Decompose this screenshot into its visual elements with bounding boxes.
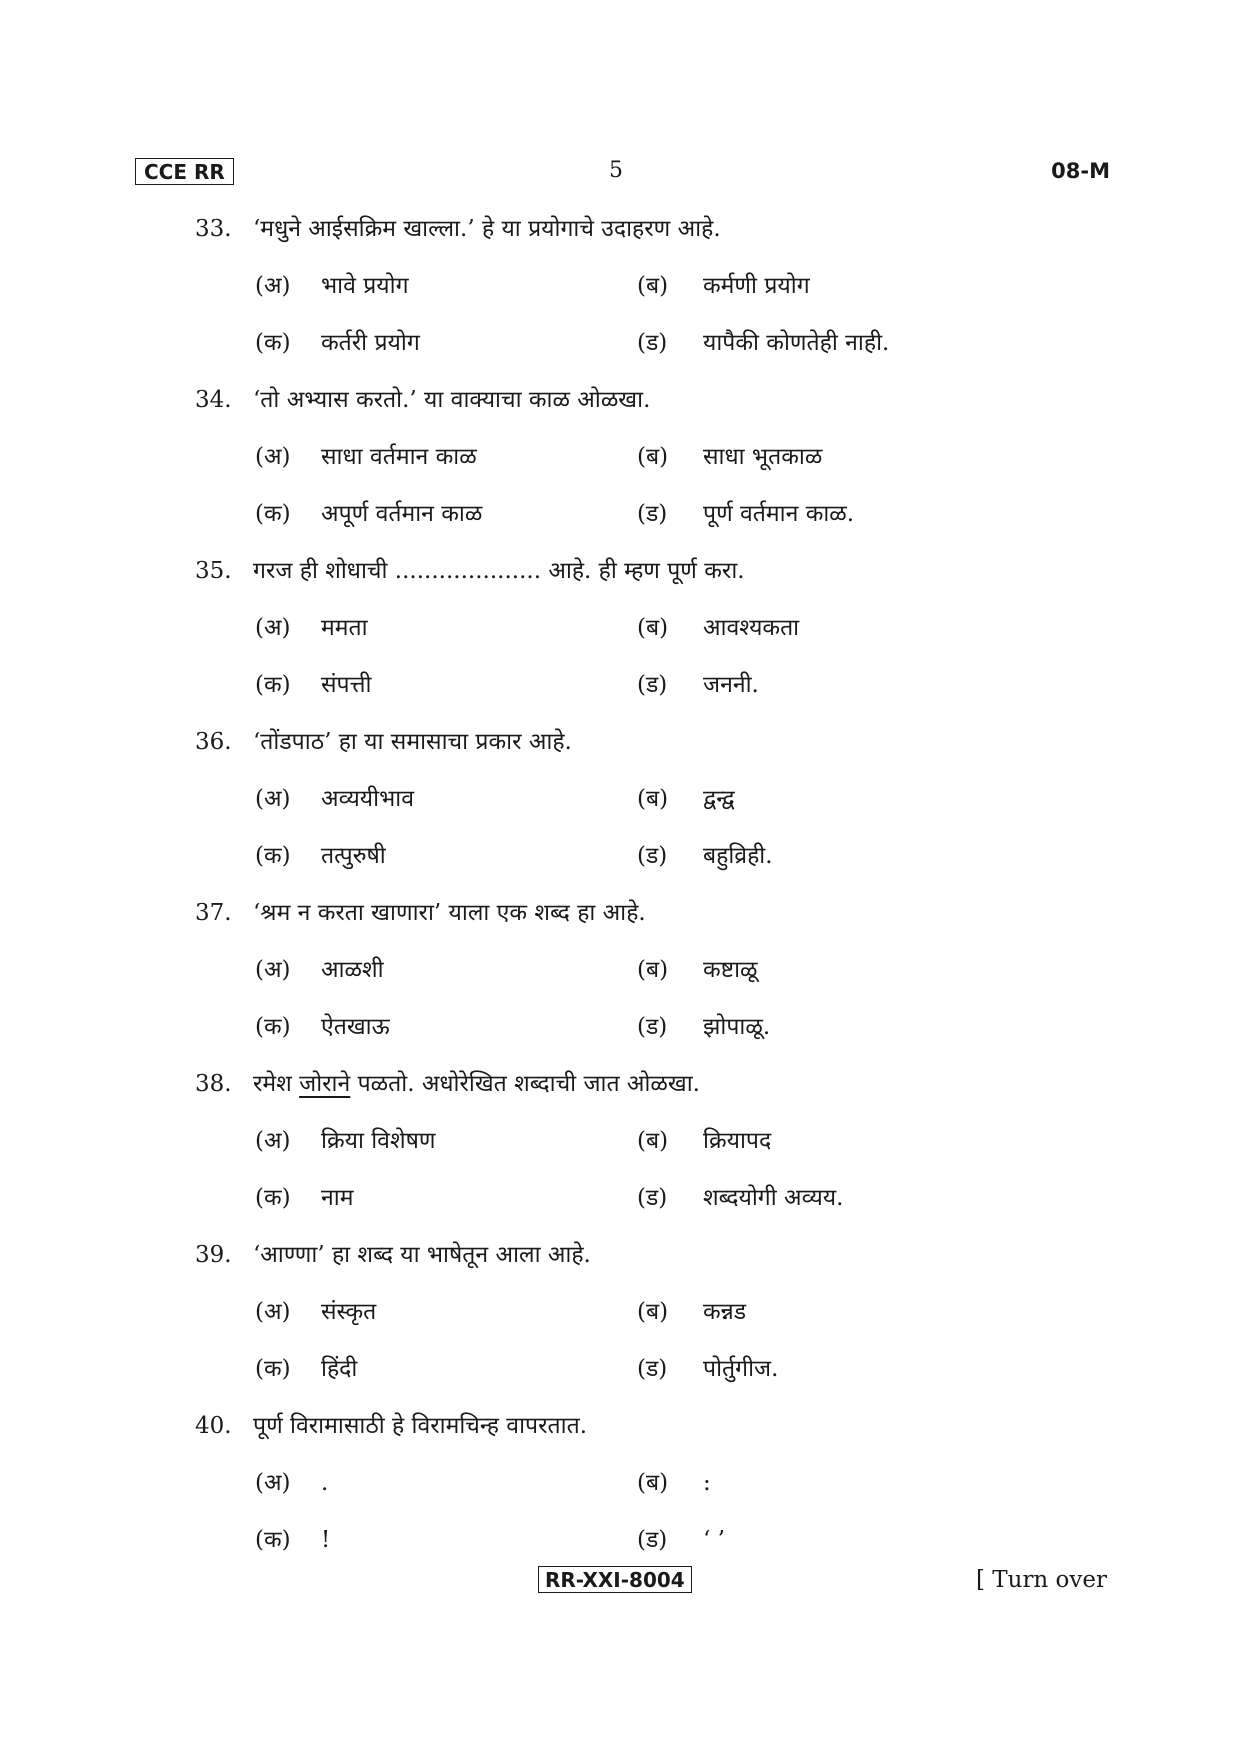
option-label: (ड) xyxy=(637,672,668,698)
option-text: द्वन्द्व xyxy=(703,786,735,812)
option-label: (अ) xyxy=(255,786,291,812)
option-label: (क) xyxy=(255,1527,291,1553)
question-number: 34. xyxy=(195,387,232,413)
question-33 xyxy=(195,213,1095,384)
option-text: कर्मणी प्रयोग xyxy=(703,273,810,299)
question-37 xyxy=(195,897,1095,1068)
question-number: 36. xyxy=(195,729,232,755)
option-label: (ड) xyxy=(637,1014,668,1040)
page-header xyxy=(135,158,1110,194)
page-footer xyxy=(0,1566,1240,1602)
option-label: (ड) xyxy=(637,1356,668,1382)
option-a xyxy=(255,1125,436,1157)
option-label: (ब) xyxy=(637,1299,669,1325)
option-a xyxy=(255,954,384,986)
option-b xyxy=(637,783,735,815)
option-label: (क) xyxy=(255,1185,291,1211)
question-text xyxy=(195,384,650,416)
option-text: भावे प्रयोग xyxy=(321,273,409,299)
question-36 xyxy=(195,726,1095,897)
option-label: (अ) xyxy=(255,444,291,470)
question-stem: ‘श्रम न करता खाणारा’ याला एक शब्द हा आहे. xyxy=(253,900,646,926)
option-d xyxy=(637,669,759,701)
question-list xyxy=(195,213,1095,1581)
question-text xyxy=(195,726,572,758)
option-label: (ब) xyxy=(637,786,669,812)
option-a xyxy=(255,1467,328,1499)
option-c xyxy=(255,1524,330,1556)
question-number: 39. xyxy=(195,1242,232,1268)
question-stem: ‘तो अभ्यास करतो.’ या वाक्याचा काळ ओळखा. xyxy=(253,387,651,413)
option-label: (क) xyxy=(255,501,291,527)
option-label: (ब) xyxy=(637,1470,669,1496)
option-c xyxy=(255,327,420,359)
option-label: (ड) xyxy=(637,501,668,527)
option-text: आळशी xyxy=(321,957,384,983)
option-text: क्रियापद xyxy=(703,1128,772,1154)
question-35 xyxy=(195,555,1095,726)
question-text xyxy=(195,1410,587,1442)
option-b xyxy=(637,954,758,986)
exam-series-label: CCE RR xyxy=(135,158,234,185)
option-d xyxy=(637,1011,770,1043)
option-d xyxy=(637,498,854,530)
option-d xyxy=(637,1353,778,1385)
question-stem: रमेश xyxy=(253,1071,300,1097)
option-label: (ड) xyxy=(637,1185,668,1211)
option-text: साधा वर्तमान काळ xyxy=(321,444,477,470)
option-c xyxy=(255,498,482,530)
option-text: जननी. xyxy=(703,672,759,698)
question-stem-end: पळतो. अधोरेखित शब्दाची जात ओळखा. xyxy=(350,1071,700,1097)
question-text xyxy=(195,213,721,245)
option-text: ऐतखाऊ xyxy=(321,1014,390,1040)
option-c xyxy=(255,1011,390,1043)
option-text: ममता xyxy=(321,615,368,641)
question-38 xyxy=(195,1068,1095,1239)
question-text xyxy=(195,1239,591,1271)
option-label: (ब) xyxy=(637,273,669,299)
option-text: कष्टाळू xyxy=(703,957,758,983)
option-text: यापैकी कोणतेही नाही. xyxy=(703,330,890,356)
question-number: 38. xyxy=(195,1071,232,1097)
question-text xyxy=(195,1068,700,1100)
option-label: (ब) xyxy=(637,1128,669,1154)
question-39 xyxy=(195,1239,1095,1410)
option-b xyxy=(637,1467,711,1499)
option-label: (क) xyxy=(255,330,291,356)
option-text: शब्दयोगी अव्यय. xyxy=(703,1185,844,1211)
option-text: आवश्यकता xyxy=(703,615,800,641)
option-c xyxy=(255,1182,353,1214)
option-label: (ब) xyxy=(637,615,669,641)
option-text: संस्कृत xyxy=(321,1299,377,1325)
option-label: (क) xyxy=(255,672,291,698)
option-a xyxy=(255,612,368,644)
option-label: (ड) xyxy=(637,1527,668,1553)
option-label: (अ) xyxy=(255,1299,291,1325)
option-text: : xyxy=(703,1470,711,1496)
option-text: नाम xyxy=(321,1185,354,1211)
option-label: (क) xyxy=(255,843,291,869)
option-b xyxy=(637,612,799,644)
option-c xyxy=(255,1353,357,1385)
question-number: 35. xyxy=(195,558,232,584)
option-label: (अ) xyxy=(255,273,291,299)
option-text: . xyxy=(321,1470,329,1496)
question-stem: पूर्ण विरामासाठी हे विरामचिन्ह वापरतात. xyxy=(253,1413,588,1439)
option-text: संपत्ती xyxy=(321,672,372,698)
option-label: (ब) xyxy=(637,444,669,470)
question-number: 33. xyxy=(195,216,232,242)
question-stem: ‘तोंडपाठ’ हा या समासाचा प्रकार आहे. xyxy=(253,729,572,755)
option-text: अव्ययीभाव xyxy=(321,786,414,812)
question-number: 40. xyxy=(195,1413,232,1439)
option-label: (अ) xyxy=(255,1128,291,1154)
option-text: पोर्तुगीज. xyxy=(703,1356,779,1382)
option-label: (क) xyxy=(255,1356,291,1382)
option-b xyxy=(637,441,822,473)
option-c xyxy=(255,840,386,872)
question-stem: गरज ही शोधाची .................... आहे. ही म्हण पूर्ण करा. xyxy=(253,558,745,584)
footer-paper-code: RR-XXI-8004 xyxy=(538,1566,692,1593)
option-b xyxy=(637,270,810,302)
option-text: झोपाळू. xyxy=(703,1014,771,1040)
option-a xyxy=(255,1296,376,1328)
option-label: (अ) xyxy=(255,957,291,983)
question-stem: ‘मधुने आईसक्रिम खाल्ला.’ हे या प्रयोगाचे उदाहरण आहे. xyxy=(253,216,721,242)
option-b xyxy=(637,1296,746,1328)
option-text: कर्तरी प्रयोग xyxy=(321,330,420,356)
option-c xyxy=(255,669,371,701)
option-label: (ब) xyxy=(637,957,669,983)
option-label: (ड) xyxy=(637,330,668,356)
question-text xyxy=(195,555,745,587)
option-text: क्रिया विशेषण xyxy=(321,1128,436,1154)
option-text: साधा भूतकाळ xyxy=(703,444,823,470)
option-a xyxy=(255,783,414,815)
option-b xyxy=(637,1125,771,1157)
option-text: ‘ ’ xyxy=(703,1527,725,1553)
turn-over-note: [ Turn over xyxy=(976,1567,1108,1593)
option-text: पूर्ण वर्तमान काळ. xyxy=(703,501,855,527)
question-number: 37. xyxy=(195,900,232,926)
option-text: ! xyxy=(321,1527,331,1553)
page-number: 5 xyxy=(609,158,623,183)
option-label: (ड) xyxy=(637,843,668,869)
underlined-word: जोराने xyxy=(299,1071,351,1097)
option-d xyxy=(637,327,889,359)
option-text: कन्नड xyxy=(703,1299,747,1325)
option-d xyxy=(637,840,773,872)
option-a xyxy=(255,270,409,302)
option-label: (अ) xyxy=(255,1470,291,1496)
question-text xyxy=(195,897,646,929)
paper-code: 08-M xyxy=(1051,159,1110,183)
option-text: तत्पुरुषी xyxy=(321,843,386,869)
option-d xyxy=(637,1182,843,1214)
option-d xyxy=(637,1524,725,1556)
option-a xyxy=(255,441,477,473)
question-40 xyxy=(195,1410,1095,1581)
question-34 xyxy=(195,384,1095,555)
option-text: हिंदी xyxy=(321,1356,358,1382)
option-label: (अ) xyxy=(255,615,291,641)
question-stem: ‘आण्णा’ हा शब्द या भाषेतून आला आहे. xyxy=(253,1242,591,1268)
option-text: अपूर्ण वर्तमान काळ xyxy=(321,501,483,527)
option-label: (क) xyxy=(255,1014,291,1040)
option-text: बहुव्रिही. xyxy=(703,843,773,869)
